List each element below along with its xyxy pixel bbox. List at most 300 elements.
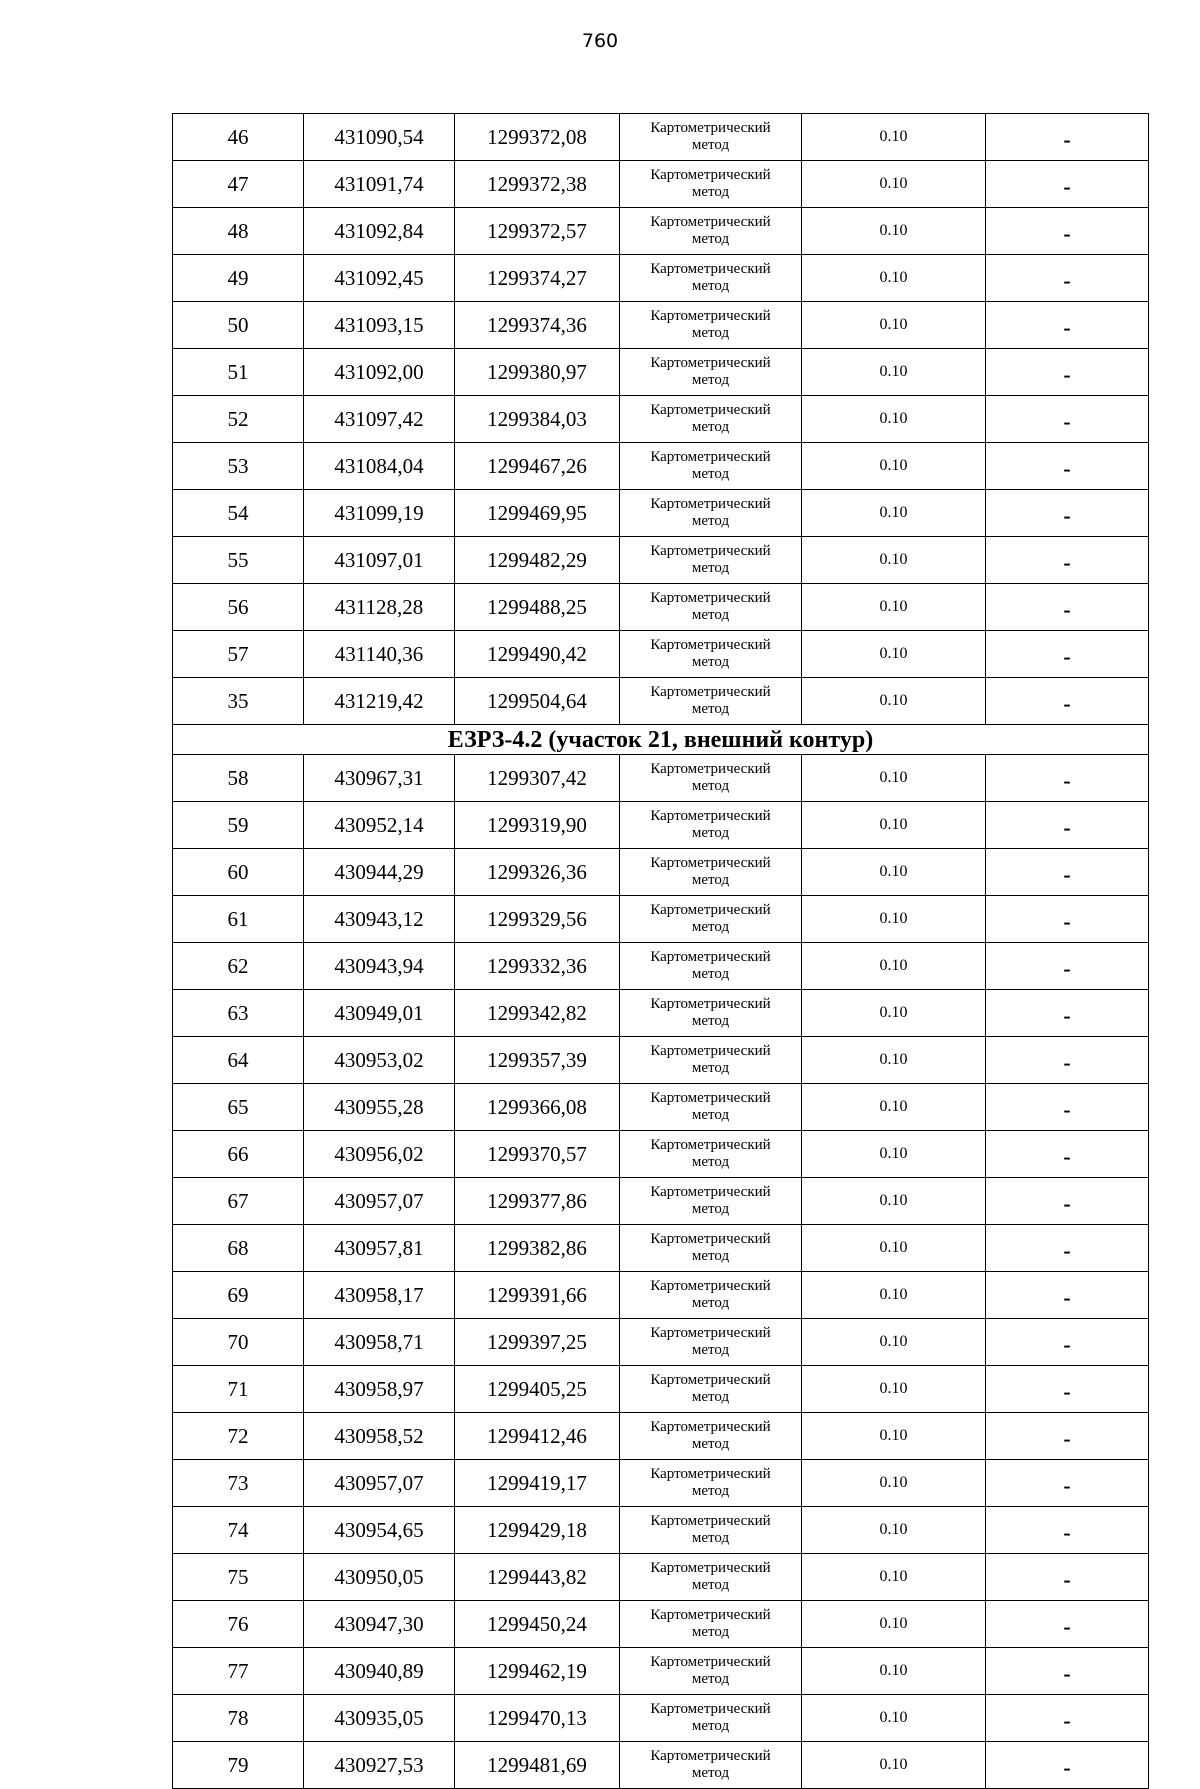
accuracy-value: 0.10 — [802, 396, 986, 443]
accuracy-value: 0.10 — [802, 849, 986, 896]
coordinate-y: 1299391,66 — [455, 1272, 620, 1319]
method-line-1: Картометрический — [650, 949, 771, 965]
method-cell — [620, 208, 802, 255]
point-number: 57 — [173, 631, 304, 678]
dash-cell: - — [986, 1507, 1149, 1554]
method-line-2: метод — [691, 419, 730, 435]
coordinate-y: 1299380,97 — [455, 349, 620, 396]
coordinate-y: 1299377,86 — [455, 1178, 620, 1225]
method-line-2: метод — [691, 278, 730, 294]
accuracy-value: 0.10 — [802, 1554, 986, 1601]
dash-cell: - — [986, 1413, 1149, 1460]
method-cell — [620, 678, 802, 725]
dash-cell: - — [986, 1460, 1149, 1507]
method-line-2: метод — [691, 372, 730, 388]
coordinate-y: 1299319,90 — [455, 802, 620, 849]
table-row — [173, 1178, 1149, 1225]
method-cell — [620, 1601, 802, 1648]
method-line-2: метод — [691, 184, 730, 200]
point-number: 59 — [173, 802, 304, 849]
table-row — [173, 1554, 1149, 1601]
point-number: 49 — [173, 255, 304, 302]
point-number: 58 — [173, 755, 304, 802]
point-number: 51 — [173, 349, 304, 396]
method-line-1: Картометрический — [650, 1748, 771, 1764]
coordinate-x: 431140,36 — [304, 631, 455, 678]
coordinate-x: 430927,53 — [304, 1742, 455, 1789]
coordinate-x: 430944,29 — [304, 849, 455, 896]
table-row — [173, 584, 1149, 631]
coordinate-x: 431097,01 — [304, 537, 455, 584]
table-row — [173, 1319, 1149, 1366]
dash-cell: - — [986, 584, 1149, 631]
coordinate-x: 431092,45 — [304, 255, 455, 302]
method-line-1: Картометрический — [650, 996, 771, 1012]
coordinate-x: 430957,07 — [304, 1460, 455, 1507]
method-line-1: Картометрический — [650, 120, 771, 136]
accuracy-value: 0.10 — [802, 537, 986, 584]
method-line-2: метод — [691, 1483, 730, 1499]
method-cell — [620, 943, 802, 990]
coordinate-y: 1299372,08 — [455, 114, 620, 161]
method-line-2: метод — [691, 1154, 730, 1170]
method-line-2: метод — [691, 325, 730, 341]
method-cell — [620, 1131, 802, 1178]
dash-cell: - — [986, 1366, 1149, 1413]
coordinate-y: 1299412,46 — [455, 1413, 620, 1460]
point-number: 68 — [173, 1225, 304, 1272]
point-number: 56 — [173, 584, 304, 631]
coordinate-y: 1299462,19 — [455, 1648, 620, 1695]
coordinate-y: 1299307,42 — [455, 755, 620, 802]
coordinate-y: 1299419,17 — [455, 1460, 620, 1507]
accuracy-value: 0.10 — [802, 1037, 986, 1084]
method-line-2: метод — [691, 1013, 730, 1029]
method-cell — [620, 584, 802, 631]
method-line-1: Картометрический — [650, 902, 771, 918]
method-cell — [620, 349, 802, 396]
table-row — [173, 1742, 1149, 1789]
section-header-row — [173, 725, 1149, 755]
method-cell — [620, 802, 802, 849]
coordinate-x: 431128,28 — [304, 584, 455, 631]
table-row — [173, 1601, 1149, 1648]
method-cell — [620, 1507, 802, 1554]
method-cell — [620, 490, 802, 537]
accuracy-value: 0.10 — [802, 896, 986, 943]
dash-cell: - — [986, 678, 1149, 725]
method-line-1: Картометрический — [650, 1184, 771, 1200]
method-line-1: Картометрический — [650, 1137, 771, 1153]
method-line-1: Картометрический — [650, 1090, 771, 1106]
method-cell — [620, 1554, 802, 1601]
dash-cell: - — [986, 755, 1149, 802]
method-line-1: Картометрический — [650, 855, 771, 871]
table-row — [173, 631, 1149, 678]
table-row — [173, 1037, 1149, 1084]
dash-cell: - — [986, 1225, 1149, 1272]
method-line-2: метод — [691, 231, 730, 247]
coordinate-y: 1299469,95 — [455, 490, 620, 537]
coordinate-x: 430955,28 — [304, 1084, 455, 1131]
accuracy-value: 0.10 — [802, 1507, 986, 1554]
point-number: 62 — [173, 943, 304, 990]
coordinate-x: 430952,14 — [304, 802, 455, 849]
dash-cell: - — [986, 537, 1149, 584]
table-row — [173, 1695, 1149, 1742]
method-line-1: Картометрический — [650, 308, 771, 324]
coordinate-x: 431084,04 — [304, 443, 455, 490]
method-line-1: Картометрический — [650, 1466, 771, 1482]
method-line-2: метод — [691, 966, 730, 982]
dash-cell: - — [986, 208, 1149, 255]
coordinate-x: 430958,52 — [304, 1413, 455, 1460]
coordinate-y: 1299326,36 — [455, 849, 620, 896]
coordinate-x: 431092,00 — [304, 349, 455, 396]
dash-cell: - — [986, 849, 1149, 896]
method-line-2: метод — [691, 1389, 730, 1405]
table-row — [173, 349, 1149, 396]
table-row — [173, 1413, 1149, 1460]
coordinate-y: 1299405,25 — [455, 1366, 620, 1413]
coordinate-x: 431091,74 — [304, 161, 455, 208]
method-cell — [620, 1084, 802, 1131]
dash-cell: - — [986, 1601, 1149, 1648]
method-line-1: Картометрический — [650, 1372, 771, 1388]
method-cell — [620, 1225, 802, 1272]
table-row — [173, 490, 1149, 537]
coordinate-y: 1299482,29 — [455, 537, 620, 584]
accuracy-value: 0.10 — [802, 631, 986, 678]
coordinate-y: 1299397,25 — [455, 1319, 620, 1366]
method-cell — [620, 1366, 802, 1413]
accuracy-value: 0.10 — [802, 161, 986, 208]
method-cell — [620, 1413, 802, 1460]
table-row — [173, 943, 1149, 990]
method-line-1: Картометрический — [650, 1654, 771, 1670]
point-number: 52 — [173, 396, 304, 443]
method-line-2: метод — [691, 919, 730, 935]
table-row — [173, 990, 1149, 1037]
dash-cell: - — [986, 943, 1149, 990]
accuracy-value: 0.10 — [802, 584, 986, 631]
method-line-2: метод — [691, 778, 730, 794]
method-line-1: Картометрический — [650, 167, 771, 183]
method-cell — [620, 631, 802, 678]
accuracy-value: 0.10 — [802, 114, 986, 161]
table-row — [173, 537, 1149, 584]
point-number: 77 — [173, 1648, 304, 1695]
method-line-1: Картометрический — [650, 590, 771, 606]
point-number: 55 — [173, 537, 304, 584]
table-row — [173, 1366, 1149, 1413]
coordinate-x: 430943,12 — [304, 896, 455, 943]
table-row — [173, 114, 1149, 161]
coordinate-x: 430953,02 — [304, 1037, 455, 1084]
coordinates-table — [172, 113, 1149, 1789]
method-line-2: метод — [691, 825, 730, 841]
dash-cell: - — [986, 631, 1149, 678]
coordinate-x: 430957,81 — [304, 1225, 455, 1272]
method-line-1: Картометрический — [650, 496, 771, 512]
accuracy-value: 0.10 — [802, 302, 986, 349]
accuracy-value: 0.10 — [802, 1225, 986, 1272]
method-cell — [620, 537, 802, 584]
method-cell — [620, 849, 802, 896]
dash-cell: - — [986, 443, 1149, 490]
method-cell — [620, 302, 802, 349]
method-line-2: метод — [691, 1060, 730, 1076]
point-number: 53 — [173, 443, 304, 490]
method-line-2: метод — [691, 1671, 730, 1687]
table-row — [173, 1131, 1149, 1178]
method-line-1: Картометрический — [650, 402, 771, 418]
table-row — [173, 802, 1149, 849]
coordinate-x: 431093,15 — [304, 302, 455, 349]
accuracy-value: 0.10 — [802, 1366, 986, 1413]
coordinate-y: 1299450,24 — [455, 1601, 620, 1648]
point-number: 78 — [173, 1695, 304, 1742]
point-number: 61 — [173, 896, 304, 943]
accuracy-value: 0.10 — [802, 1742, 986, 1789]
rows-after-section — [173, 755, 1149, 1789]
dash-cell: - — [986, 1272, 1149, 1319]
accuracy-value: 0.10 — [802, 1648, 986, 1695]
coordinate-y: 1299374,27 — [455, 255, 620, 302]
accuracy-value: 0.10 — [802, 678, 986, 725]
method-cell — [620, 1178, 802, 1225]
coordinate-x: 430957,07 — [304, 1178, 455, 1225]
coordinate-y: 1299342,82 — [455, 990, 620, 1037]
method-line-2: метод — [691, 1248, 730, 1264]
dash-cell: - — [986, 1554, 1149, 1601]
method-cell — [620, 1695, 802, 1742]
dash-cell: - — [986, 1648, 1149, 1695]
coordinate-y: 1299372,38 — [455, 161, 620, 208]
method-line-2: метод — [691, 654, 730, 670]
accuracy-value: 0.10 — [802, 490, 986, 537]
table-row — [173, 1648, 1149, 1695]
coordinate-y: 1299357,39 — [455, 1037, 620, 1084]
table-row — [173, 208, 1149, 255]
coordinate-x: 430956,02 — [304, 1131, 455, 1178]
dash-cell: - — [986, 990, 1149, 1037]
table-row — [173, 1507, 1149, 1554]
coordinate-x: 431219,42 — [304, 678, 455, 725]
accuracy-value: 0.10 — [802, 1319, 986, 1366]
method-line-2: метод — [691, 1201, 730, 1217]
accuracy-value: 0.10 — [802, 1272, 986, 1319]
coordinate-x: 430935,05 — [304, 1695, 455, 1742]
section-header-group — [173, 725, 1149, 755]
coordinate-x: 430954,65 — [304, 1507, 455, 1554]
coordinate-x: 430940,89 — [304, 1648, 455, 1695]
coordinate-y: 1299329,56 — [455, 896, 620, 943]
method-cell — [620, 1037, 802, 1084]
dash-cell: - — [986, 490, 1149, 537]
point-number: 54 — [173, 490, 304, 537]
point-number: 66 — [173, 1131, 304, 1178]
dash-cell: - — [986, 896, 1149, 943]
method-cell — [620, 1460, 802, 1507]
table-row — [173, 302, 1149, 349]
table-row — [173, 849, 1149, 896]
accuracy-value: 0.10 — [802, 1601, 986, 1648]
coordinate-y: 1299490,42 — [455, 631, 620, 678]
method-line-2: метод — [691, 137, 730, 153]
coordinate-y: 1299467,26 — [455, 443, 620, 490]
method-cell — [620, 1648, 802, 1695]
dash-cell: - — [986, 161, 1149, 208]
method-line-2: метод — [691, 1342, 730, 1358]
point-number: 35 — [173, 678, 304, 725]
table-row — [173, 678, 1149, 725]
dash-cell: - — [986, 1131, 1149, 1178]
dash-cell: - — [986, 396, 1149, 443]
coordinate-y: 1299366,08 — [455, 1084, 620, 1131]
method-line-1: Картометрический — [650, 1560, 771, 1576]
point-number: 46 — [173, 114, 304, 161]
method-cell — [620, 755, 802, 802]
accuracy-value: 0.10 — [802, 1695, 986, 1742]
point-number: 72 — [173, 1413, 304, 1460]
coordinate-x: 431099,19 — [304, 490, 455, 537]
method-line-1: Картометрический — [650, 355, 771, 371]
coordinate-y: 1299488,25 — [455, 584, 620, 631]
point-number: 64 — [173, 1037, 304, 1084]
coordinate-x: 430950,05 — [304, 1554, 455, 1601]
dash-cell: - — [986, 1084, 1149, 1131]
accuracy-value: 0.10 — [802, 1460, 986, 1507]
method-cell — [620, 443, 802, 490]
point-number: 70 — [173, 1319, 304, 1366]
method-line-2: метод — [691, 513, 730, 529]
point-number: 60 — [173, 849, 304, 896]
accuracy-value: 0.10 — [802, 1413, 986, 1460]
method-line-1: Картометрический — [650, 684, 771, 700]
table-row — [173, 1460, 1149, 1507]
method-cell — [620, 161, 802, 208]
point-number: 79 — [173, 1742, 304, 1789]
dash-cell: - — [986, 1178, 1149, 1225]
method-cell — [620, 396, 802, 443]
coordinate-y: 1299370,57 — [455, 1131, 620, 1178]
coordinate-x: 431090,54 — [304, 114, 455, 161]
method-cell — [620, 1272, 802, 1319]
point-number: 74 — [173, 1507, 304, 1554]
method-line-2: метод — [691, 1436, 730, 1452]
dash-cell: - — [986, 114, 1149, 161]
coordinate-x: 430949,01 — [304, 990, 455, 1037]
method-cell — [620, 896, 802, 943]
coordinate-y: 1299372,57 — [455, 208, 620, 255]
method-line-1: Картометрический — [650, 1231, 771, 1247]
point-number: 76 — [173, 1601, 304, 1648]
method-line-2: метод — [691, 701, 730, 717]
dash-cell: - — [986, 1319, 1149, 1366]
dash-cell: - — [986, 349, 1149, 396]
coordinate-x: 430958,97 — [304, 1366, 455, 1413]
coordinate-y: 1299382,86 — [455, 1225, 620, 1272]
method-line-1: Картометрический — [650, 1325, 771, 1341]
table-row — [173, 161, 1149, 208]
point-number: 50 — [173, 302, 304, 349]
coordinate-x: 430958,71 — [304, 1319, 455, 1366]
method-line-2: метод — [691, 1107, 730, 1123]
accuracy-value: 0.10 — [802, 802, 986, 849]
point-number: 63 — [173, 990, 304, 1037]
method-line-2: метод — [691, 1765, 730, 1781]
coordinate-x: 430943,94 — [304, 943, 455, 990]
method-line-1: Картометрический — [650, 1701, 771, 1717]
table-row — [173, 1225, 1149, 1272]
point-number: 75 — [173, 1554, 304, 1601]
accuracy-value: 0.10 — [802, 1131, 986, 1178]
method-cell — [620, 1319, 802, 1366]
table-row — [173, 255, 1149, 302]
accuracy-value: 0.10 — [802, 349, 986, 396]
coordinate-x: 431097,42 — [304, 396, 455, 443]
coordinate-y: 1299429,18 — [455, 1507, 620, 1554]
page-number: 760 — [581, 30, 619, 52]
method-line-1: Картометрический — [650, 261, 771, 277]
coordinate-y: 1299470,13 — [455, 1695, 620, 1742]
rows-before-section — [173, 114, 1149, 725]
table-row — [173, 1272, 1149, 1319]
accuracy-value: 0.10 — [802, 1084, 986, 1131]
dash-cell: - — [986, 255, 1149, 302]
method-line-1: Картометрический — [650, 808, 771, 824]
method-cell — [620, 114, 802, 161]
accuracy-value: 0.10 — [802, 755, 986, 802]
accuracy-value: 0.10 — [802, 990, 986, 1037]
point-number: 65 — [173, 1084, 304, 1131]
dash-cell: - — [986, 1037, 1149, 1084]
point-number: 69 — [173, 1272, 304, 1319]
accuracy-value: 0.10 — [802, 443, 986, 490]
method-line-2: метод — [691, 1577, 730, 1593]
method-line-1: Картометрический — [650, 761, 771, 777]
coordinate-x: 430967,31 — [304, 755, 455, 802]
table-row — [173, 443, 1149, 490]
method-line-1: Картометрический — [650, 1607, 771, 1623]
dash-cell: - — [986, 1695, 1149, 1742]
dash-cell: - — [986, 302, 1149, 349]
point-number: 73 — [173, 1460, 304, 1507]
accuracy-value: 0.10 — [802, 1178, 986, 1225]
table-row — [173, 1084, 1149, 1131]
coordinate-y: 1299384,03 — [455, 396, 620, 443]
method-line-2: метод — [691, 1530, 730, 1546]
coordinate-y: 1299504,64 — [455, 678, 620, 725]
point-number: 67 — [173, 1178, 304, 1225]
method-line-2: метод — [691, 607, 730, 623]
method-line-2: метод — [691, 1295, 730, 1311]
accuracy-value: 0.10 — [802, 943, 986, 990]
point-number: 48 — [173, 208, 304, 255]
method-line-1: Картометрический — [650, 1419, 771, 1435]
method-cell — [620, 255, 802, 302]
coordinate-x: 430947,30 — [304, 1601, 455, 1648]
coordinate-x: 431092,84 — [304, 208, 455, 255]
table-row — [173, 896, 1149, 943]
method-cell — [620, 990, 802, 1037]
method-line-1: Картометрический — [650, 637, 771, 653]
coordinate-y: 1299374,36 — [455, 302, 620, 349]
method-line-1: Картометрический — [650, 1513, 771, 1529]
coordinate-y: 1299332,36 — [455, 943, 620, 990]
method-line-1: Картометрический — [650, 449, 771, 465]
